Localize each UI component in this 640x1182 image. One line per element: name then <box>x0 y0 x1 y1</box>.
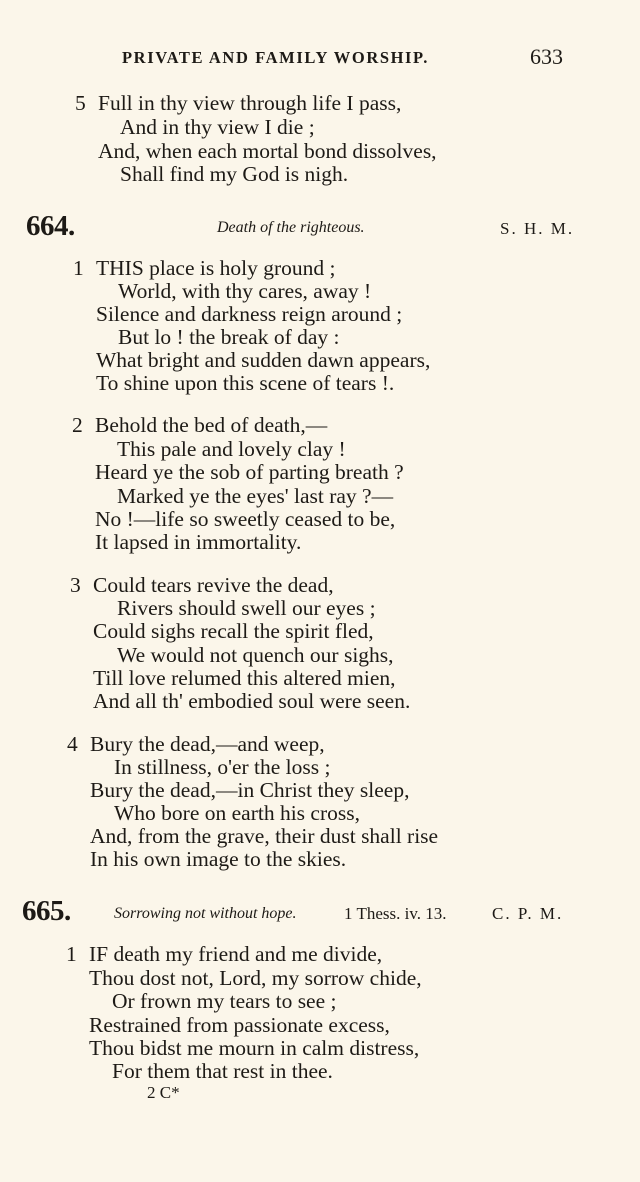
verse-line: Could sighs recall the spirit fled, <box>93 619 374 643</box>
hymn-meter: S. H. M. <box>500 219 575 238</box>
verse-line: What bright and sudden dawn appears, <box>96 348 431 372</box>
hymn-number: 664. <box>26 210 75 242</box>
verse-line: Could tears revive the dead, <box>93 573 334 597</box>
running-head: PRIVATE AND FAMILY WORSHIP. <box>122 48 429 67</box>
verse-line: Heard ye the sob of parting breath ? <box>95 460 404 484</box>
verse-line: Restrained from passionate excess, <box>89 1013 390 1037</box>
verse-line: Till love relumed this altered mien, <box>93 666 396 690</box>
printer-signature-mark: 2 C* <box>147 1083 180 1102</box>
verse-line: Bury the dead,—in Christ they sleep, <box>90 778 410 802</box>
verse-line: World, with thy cares, away ! <box>118 279 372 303</box>
verse-number: 1 <box>73 256 84 280</box>
verse-line: No !—life so sweetly ceased to be, <box>95 507 396 531</box>
hymn-title: Sorrowing not without hope. <box>114 905 297 922</box>
verse-line: Behold the bed of death,— <box>95 413 328 437</box>
verse-line: But lo ! the break of day : <box>118 325 340 349</box>
verse-line: And, from the grave, their dust shall rise <box>90 824 439 848</box>
verse-line: IF death my friend and me divide, <box>89 942 383 966</box>
verse-line: For them that rest in thee. <box>112 1059 333 1083</box>
verse-line: Thou bidst me mourn in calm distress, <box>89 1036 420 1060</box>
verse-line: It lapsed in immortality. <box>95 530 302 554</box>
verse-line: And, when each mortal bond dissolves, <box>98 139 437 163</box>
verse-line: Who bore on earth his cross, <box>114 801 360 825</box>
verse-line: THIS place is holy ground ; <box>96 256 336 280</box>
verse-line: And in thy view I die ; <box>120 115 315 139</box>
verse-line: Or frown my tears to see ; <box>112 989 337 1013</box>
page-number: 633 <box>530 44 563 69</box>
verse-number: 2 <box>72 413 83 437</box>
verse-line: Silence and darkness reign around ; <box>96 302 403 326</box>
verse-line: And all th' embodied soul were seen. <box>93 689 411 713</box>
verse-line: In his own image to the skies. <box>90 847 347 871</box>
verse-number: 4 <box>67 732 78 756</box>
verse-line: In stillness, o'er the loss ; <box>114 755 331 779</box>
verse-line: To shine upon this scene of tears !. <box>96 371 395 395</box>
verse-number: 5 <box>75 91 86 115</box>
verse-line: Rivers should swell our eyes ; <box>117 596 376 620</box>
hymn-number: 665. <box>22 895 71 927</box>
verse-line: We would not quench our sighs, <box>117 643 394 667</box>
hymn-meter: C. P. M. <box>492 904 564 923</box>
verse-line: This pale and lovely clay ! <box>117 437 346 461</box>
verse-line: Full in thy view through life I pass, <box>98 91 402 115</box>
verse-line: Bury the dead,—and weep, <box>90 732 325 756</box>
hymn-title: Death of the righteous. <box>217 219 365 236</box>
verse-number: 1 <box>66 942 77 966</box>
verse-line: Shall find my God is nigh. <box>120 162 349 186</box>
scripture-reference: 1 Thess. iv. 13. <box>344 904 447 923</box>
verse-line: Marked ye the eyes' last ray ?— <box>117 484 394 508</box>
verse-line: Thou dost not, Lord, my sorrow chide, <box>89 966 422 990</box>
verse-number: 3 <box>70 573 81 597</box>
